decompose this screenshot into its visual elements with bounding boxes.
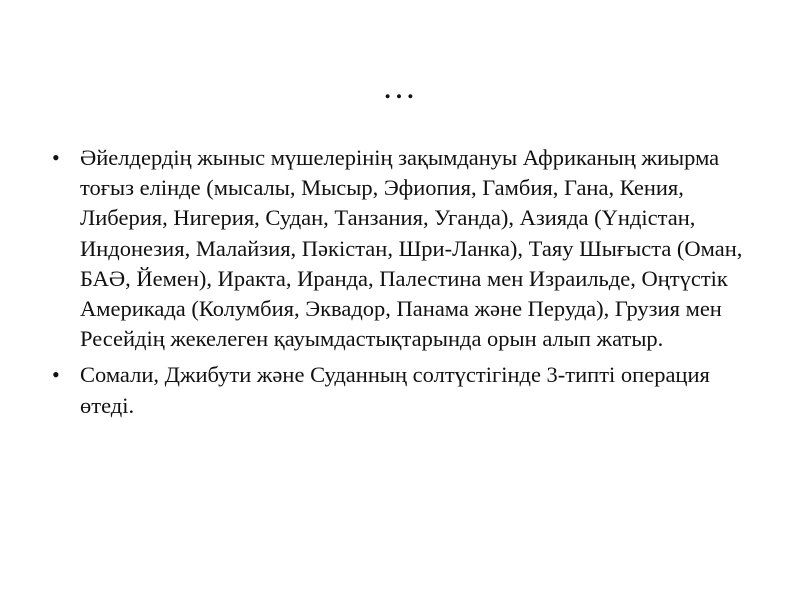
bullet-item: [52, 360, 752, 420]
slide-title: …: [382, 69, 418, 106]
bullet-text: Сомали, Джибути және Суданның солтүстігінде 3-типті операция өтеді.: [80, 362, 710, 418]
bullet-icon: •: [52, 362, 60, 388]
bullet-item: [52, 143, 752, 354]
bullet-list: [52, 143, 752, 427]
bullet-icon: •: [52, 145, 60, 170]
bullet-text: Әйелдердің жыныс мүшелерінің зақымдануы Африканың жиырма тоғыз елінде (мысалы, Мысыр, Эфиопия, Гамбия, Гана, Кения, Либерия, Нигерия, Судан, Танзания, Уганда), Азияда (Үндістан, Индонезия, Малайзия, Пәкістан, Шри-Ланка), Таяу Шығыста (Оман, БАӘ, Йемен), Иракта, Иранда, Палестина мен Израильде, Оңтүстік Америкада (Колумбия, Эквадор, Панама және Перуда), Грузия мен Ресейдің жекелеген қауымдастықтарында орын алып жатыр.: [80, 145, 743, 352]
